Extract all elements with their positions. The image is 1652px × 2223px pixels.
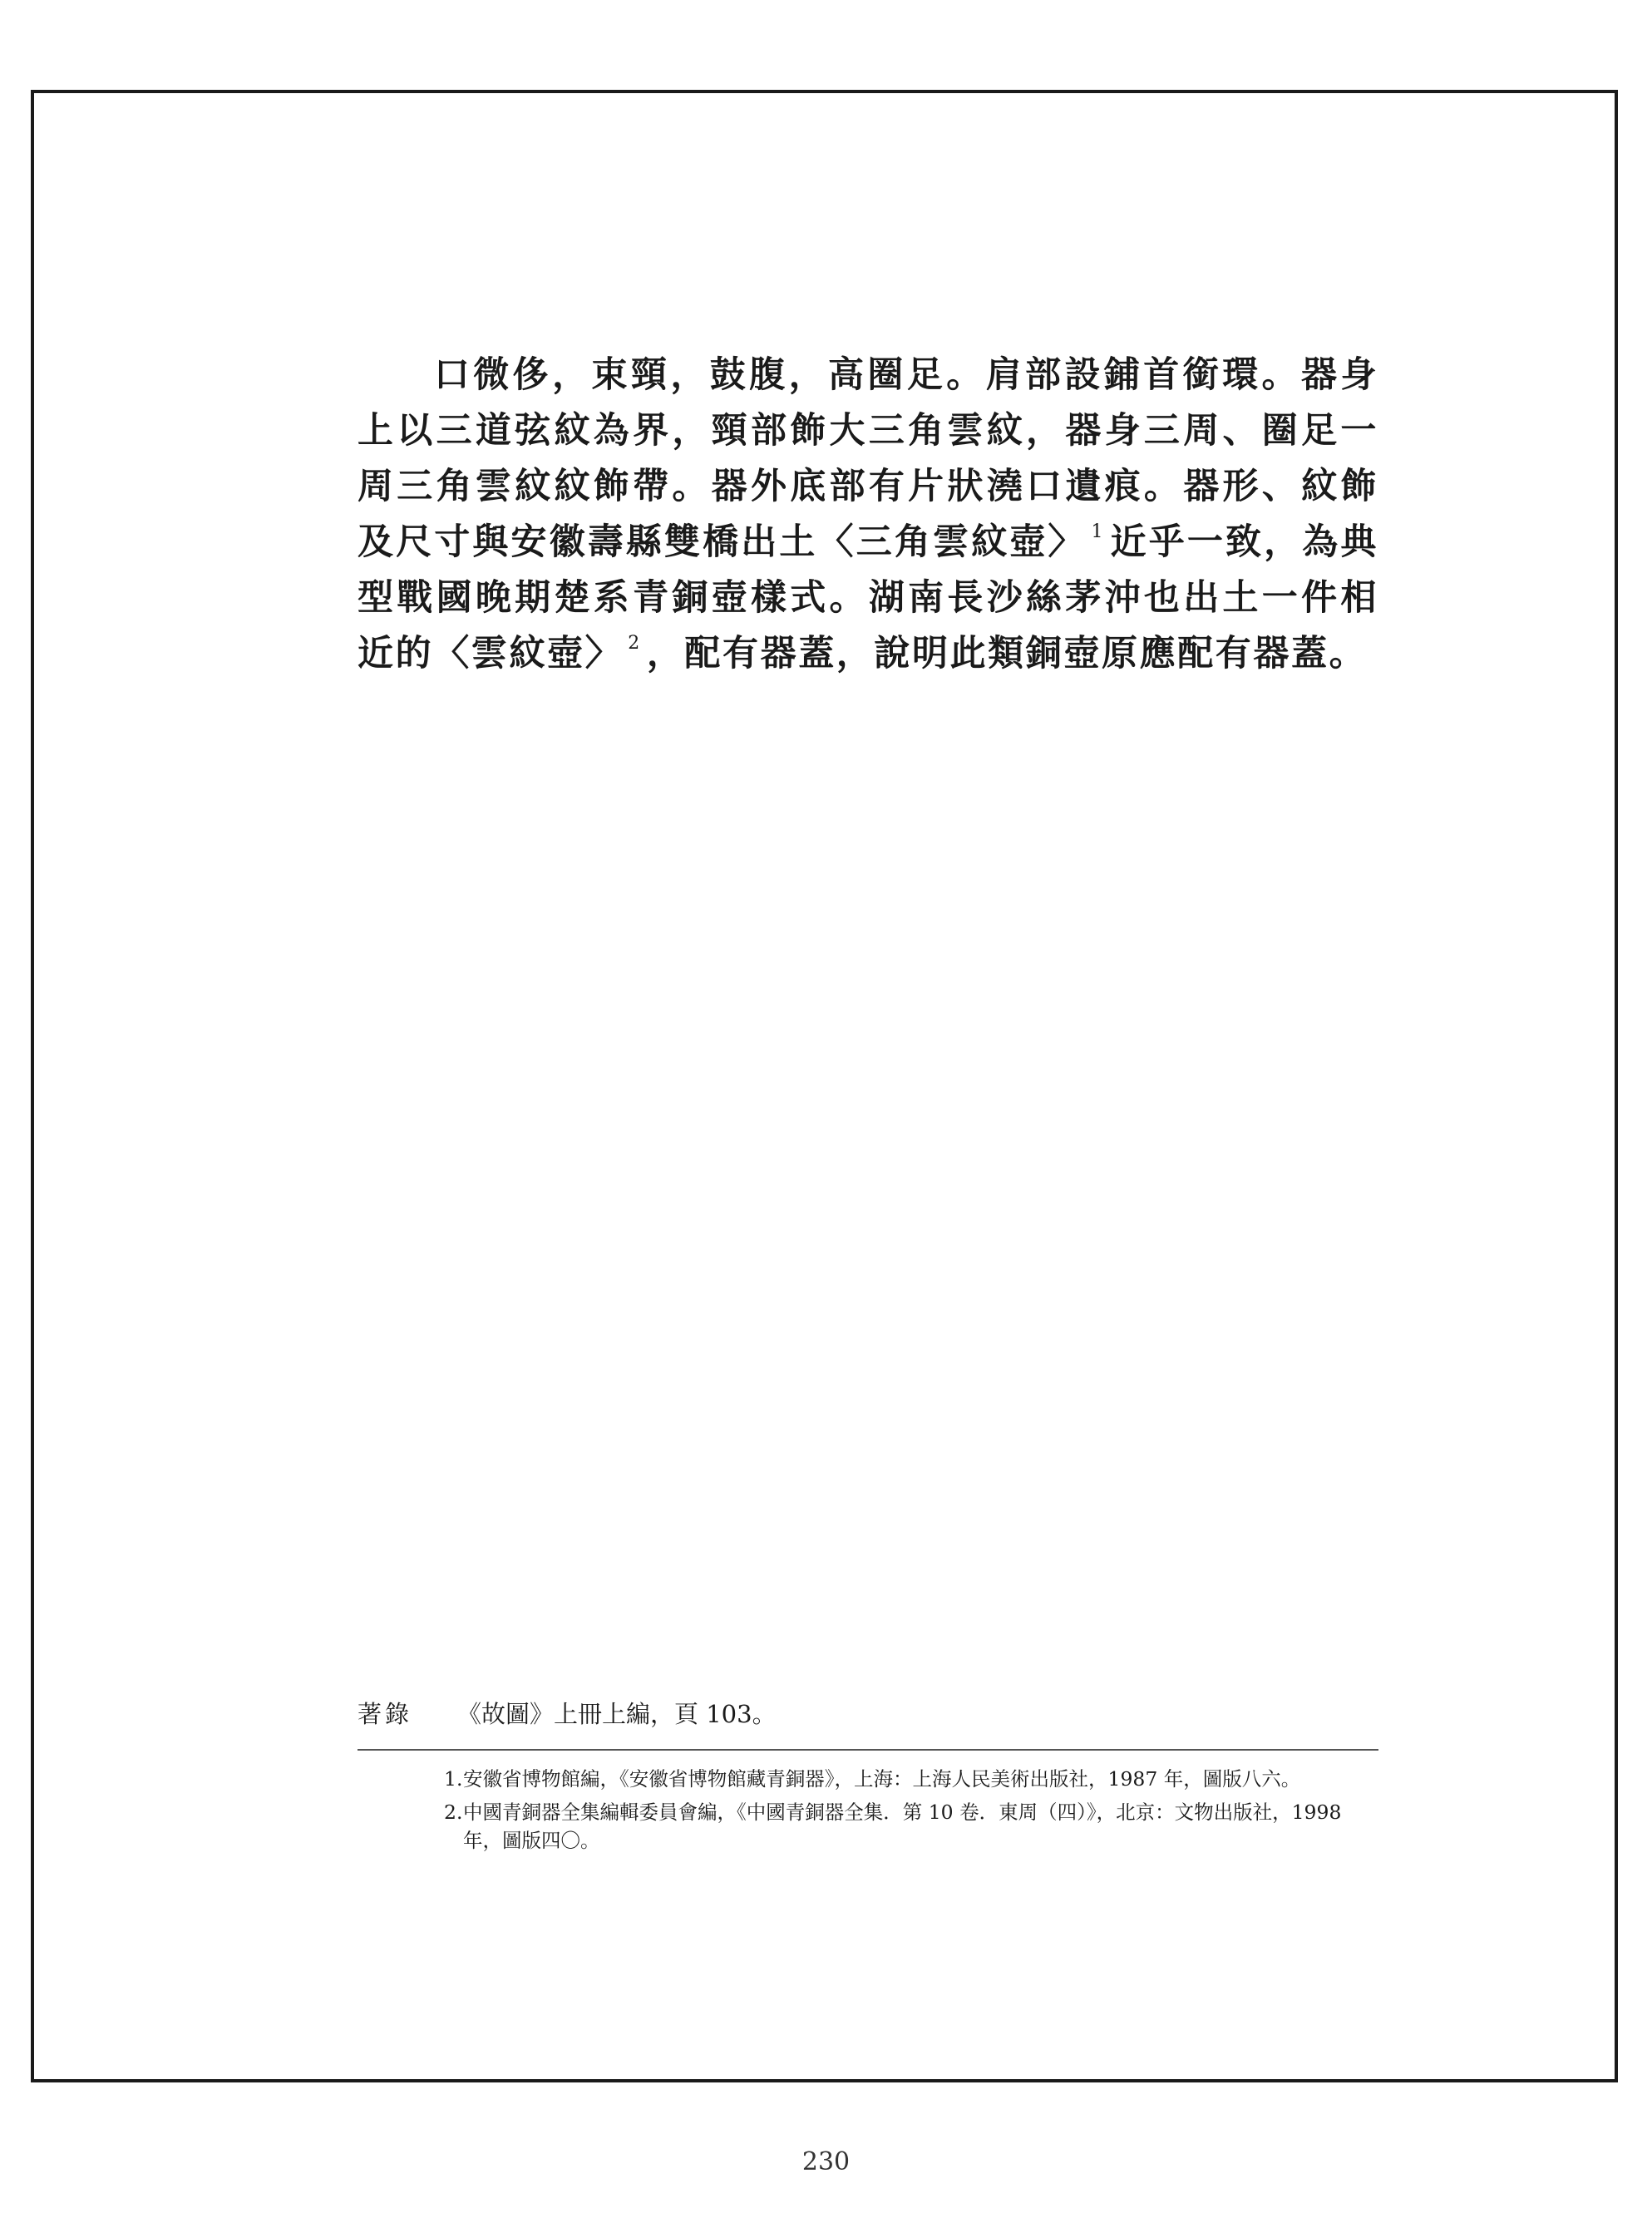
footnote-number: 1.: [444, 1767, 463, 1791]
footnote-ref-1[interactable]: 1: [1091, 521, 1106, 542]
footnote-number: 2.: [444, 1801, 463, 1824]
footnote-list: [445, 1765, 1380, 1860]
footnote-divider: [358, 1749, 1378, 1751]
body-text-part-3: ，配有器蓋，說明此類銅壺原應配有器蓋。: [646, 633, 1368, 674]
footnote-ref-2[interactable]: 2: [628, 633, 642, 654]
footnote-text: 中國青銅器全集編輯委員會編，《中國青銅器全集．第 10 卷．東周（四）》，北京：文物出版社，1998 年，圖版四〇。: [463, 1801, 1342, 1852]
bibliographic-record: [358, 1697, 777, 1731]
record-label: 著錄: [358, 1700, 413, 1728]
body-text-part-2: 近乎一致，為典型戰國晚期楚系青銅壺樣式。湖南長沙絲茅沖也出土一件相近的〈雲紋壺〉: [358, 521, 1379, 674]
record-text: 《故圖》上冊上編，頁 103。: [457, 1700, 777, 1728]
body-text-part-1: 口微侈，束頸，鼓腹，高圈足。肩部設鋪首銜環。器身上以三道弦紋為界，頸部飾大三角雲紋，器身三周、圈足一周三角雲紋紋飾帶。器外底部有片狀澆口遺痕。器形、紋飾及尺寸與安徽壽縣雙橋出土〈三角雲紋壺〉: [358, 354, 1378, 563]
footnote-item: [445, 1765, 1380, 1793]
description-paragraph: [358, 348, 1378, 682]
footnote-item: [445, 1798, 1380, 1855]
page-number: 230: [801, 2147, 851, 2176]
footnote-text: 安徽省博物館編，《安徽省博物館藏青銅器》，上海：上海人民美術出版社，1987 年，圖版八六。: [463, 1767, 1301, 1791]
